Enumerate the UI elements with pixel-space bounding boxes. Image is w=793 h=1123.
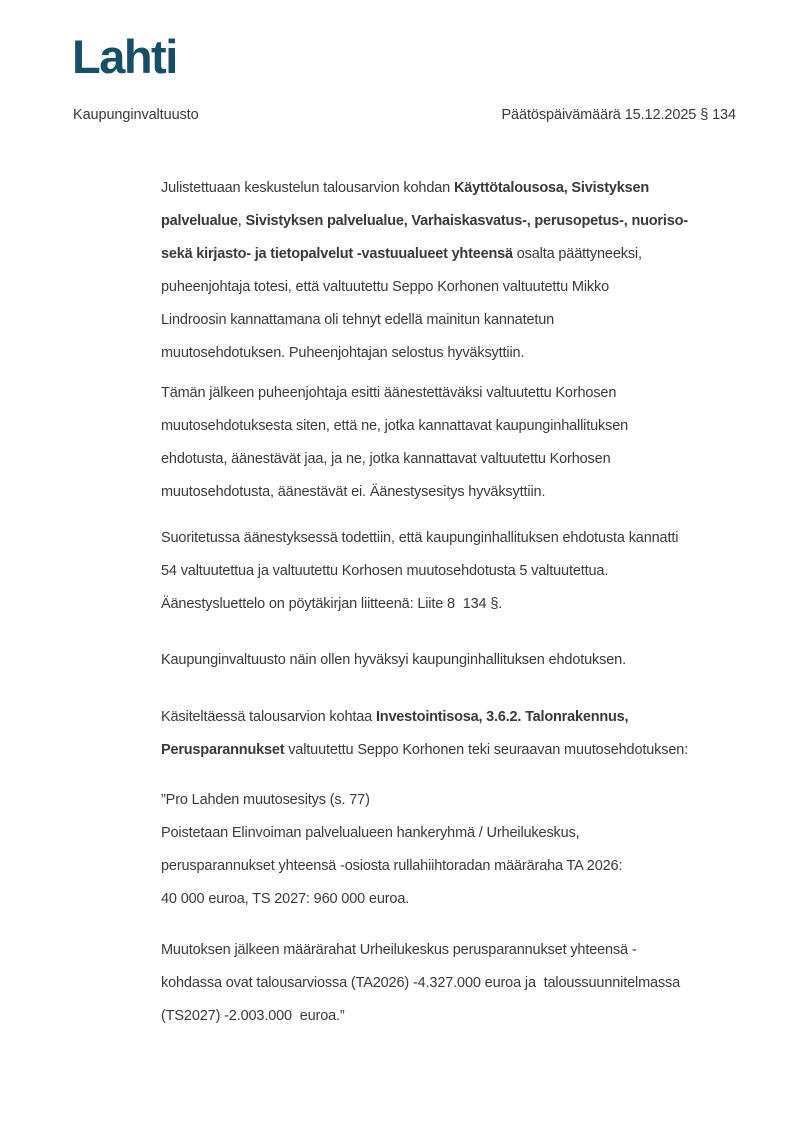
lahti-logo: Lahti — [72, 30, 177, 83]
text-line — [161, 850, 746, 883]
paragraph — [161, 377, 746, 509]
text-line — [161, 476, 746, 509]
text-segment: Poistetaan Elinvoiman palvelualueen hankeryhmä / Urheilukeskus, — [161, 825, 580, 841]
bold-text-segment: Investointisosa, 3.6.2. Talonrakennus, — [375, 709, 629, 725]
text-line — [161, 555, 746, 588]
bold-text-segment: Perusparannukset — [161, 742, 285, 758]
document-body — [161, 172, 746, 1050]
text-segment: ”Pro Lahden muutosesitys (s. 77) — [161, 792, 370, 808]
paragraph — [161, 934, 746, 1033]
text-line — [161, 934, 746, 967]
text-line — [161, 1000, 746, 1033]
paragraph — [161, 701, 746, 767]
text-segment: osalta päättyneeksi, — [512, 246, 642, 262]
text-segment: valtuutettu Seppo Korhonen teki seuraavan muutosehdotuksen: — [284, 742, 689, 758]
text-segment: 54 valtuutettua ja valtuutettu Korhosen muutosehdotusta 5 valtuutettua. — [161, 563, 609, 579]
text-line — [161, 377, 746, 410]
text-line — [161, 784, 746, 817]
bold-text-segment: sekä kirjasto- ja tietopalvelut -vastuualueet yhteensä — [161, 246, 513, 262]
bold-text-segment: Sivistyksen palvelualue, Varhaiskasvatus-, perusopetus-, nuoriso- — [245, 213, 688, 229]
text-segment: puheenjohtaja totesi, että valtuutettu Seppo Korhonen valtuutettu Mikko — [161, 279, 610, 295]
bold-text-segment: Käyttötalousosa, Sivistyksen — [453, 180, 650, 196]
text-line — [161, 410, 746, 443]
text-line — [161, 443, 746, 476]
text-segment: muutosehdotuksesta siten, että ne, jotka kannattavat kaupunginhallituksen — [161, 418, 629, 434]
text-segment: kohdassa ovat talousarviossa (TA2026) -4.327.000 euroa ja taloussuunnitelmassa — [161, 975, 681, 991]
text-line — [161, 644, 746, 677]
text-segment: Lindroosin kannattamana oli tehnyt edellä mainitun kannatetun — [161, 312, 555, 328]
text-segment: perusparannukset yhteensä -osiosta rullahiihtoradan määräraha TA 2026: — [161, 858, 623, 874]
text-segment: Kaupunginvaltuusto näin ollen hyväksyi kaupunginhallituksen ehdotuksen. — [161, 652, 626, 668]
text-segment: muutosehdotusta, äänestävät ei. Äänestysesitys hyväksyttiin. — [161, 484, 546, 500]
text-line — [161, 172, 746, 205]
text-line — [161, 238, 746, 271]
text-segment: , — [237, 213, 246, 229]
text-line — [161, 304, 746, 337]
paragraph — [161, 172, 746, 370]
text-segment: (TS2027) -2.003.000 euroa.” — [161, 1008, 345, 1024]
text-segment: 40 000 euroa, TS 2027: 960 000 euroa. — [161, 891, 410, 907]
bold-text-segment: palvelualue — [161, 213, 238, 229]
text-line — [161, 734, 746, 767]
paragraph — [161, 644, 746, 677]
text-segment: muutosehdotuksen. Puheenjohtajan selostus hyväksyttiin. — [161, 345, 525, 361]
paragraph — [161, 784, 746, 916]
text-line — [161, 271, 746, 304]
text-segment: Käsiteltäessä talousarvion kohtaa — [161, 709, 376, 725]
text-segment: Suoritetussa äänestyksessä todettiin, että kaupunginhallituksen ehdotusta kannatti — [161, 530, 679, 546]
text-segment: Äänestysluettelo on pöytäkirjan liitteenä: Liite 8 134 §. — [161, 596, 503, 612]
header-right-decision-date: Päätöspäivämäärä 15.12.2025 § 134 — [501, 107, 736, 123]
text-line — [161, 337, 746, 370]
text-line — [161, 522, 746, 555]
text-segment: Tämän jälkeen puheenjohtaja esitti äänestettäväksi valtuutettu Korhosen — [161, 385, 617, 401]
text-line — [161, 588, 746, 621]
text-line — [161, 883, 746, 916]
text-line — [161, 817, 746, 850]
header-left-organ: Kaupunginvaltuusto — [73, 107, 199, 123]
text-segment: Julistettuaan keskustelun talousarvion kohdan — [161, 180, 454, 196]
text-line — [161, 967, 746, 1000]
text-segment: Muutoksen jälkeen määrärahat Urheilukeskus perusparannukset yhteensä - — [161, 942, 637, 958]
header-row — [73, 105, 736, 125]
paragraph — [161, 522, 746, 621]
text-segment: ehdotusta, äänestävät jaa, ja ne, jotka kannattavat valtuutettu Korhosen — [161, 451, 611, 467]
text-line — [161, 205, 746, 238]
text-line — [161, 701, 746, 734]
